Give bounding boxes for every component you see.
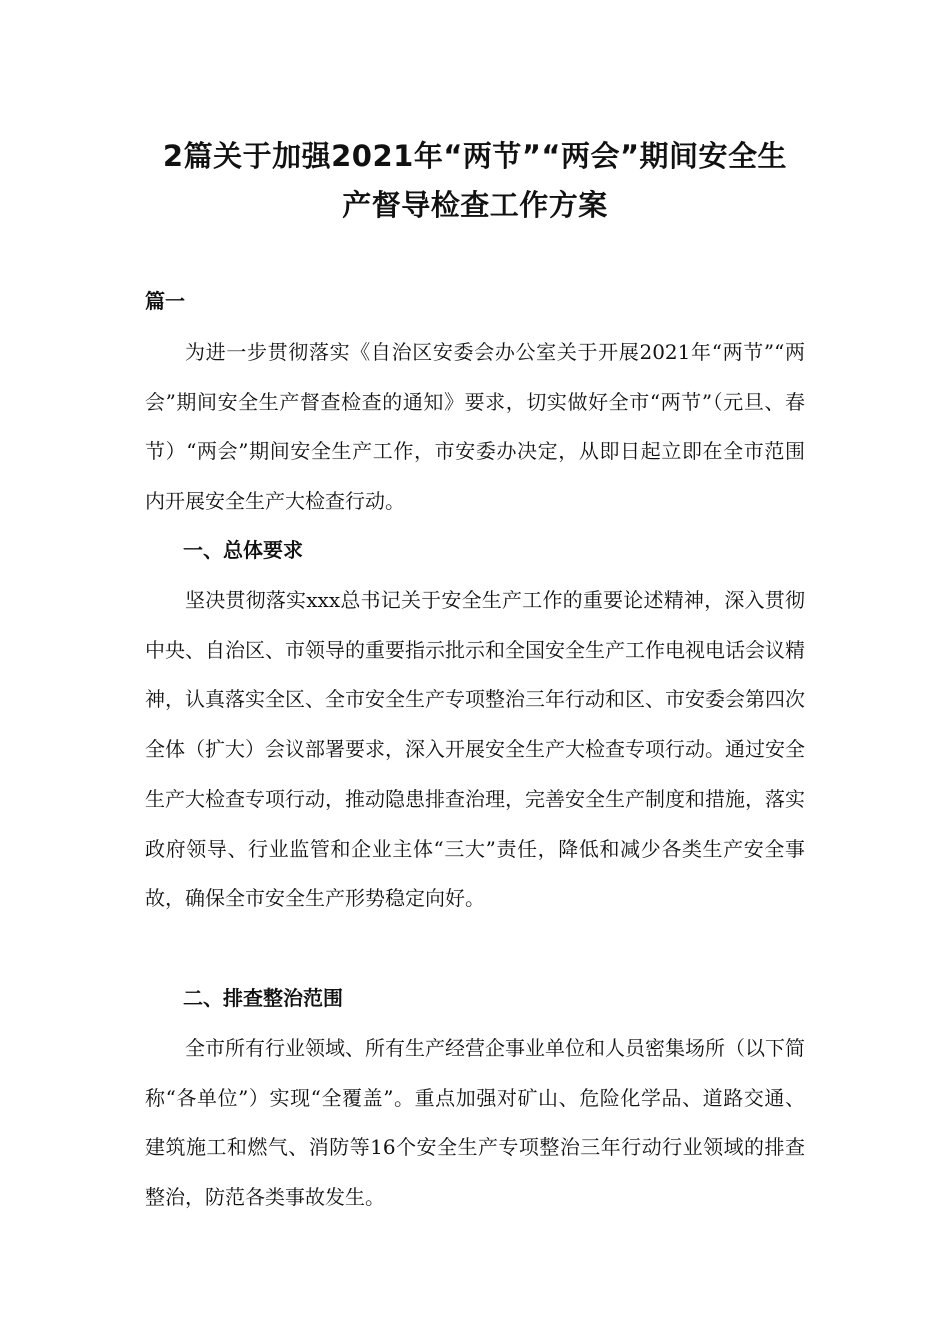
document-title-line-2: 产督导检查工作方案 bbox=[342, 188, 608, 222]
heading-general-requirements: 一、总体要求 bbox=[183, 538, 303, 562]
document-title-line-1: 2篇关于加强2021年“两节”“两会”期间安全生 bbox=[162, 139, 788, 173]
general-requirements-paragraph: 坚决贯彻落实xxx总书记关于安全生产工作的重要论述精神，深入贯彻中央、自治区、市领导的重要指示批示和全国安全生产工作电视电话会议精神，认真落实全区、全市安全生产专项整治三年行动和区、市安委会第四次全体（扩大）会议部署要求，深入开展安全生产大检查专项行动。通过安全生产大检查专项行动，推动隐患排查治理，完善安全生产制度和措施，落实政府领导、行业监管和企业主体“三大”责任，降低和减少各类生产安全事故，确保全市安全生产形势稳定向好。 bbox=[145, 588, 805, 911]
intro-paragraph: 为进一步贯彻落实《自治区安委会办公室关于开展2021年“两节”“两会”期间安全生产督查检查的通知》要求，切实做好全市“两节”（元旦、春节）“两会”期间安全生产工作，市安委办决定，从即日起立即在全市范围内开展安全生产大检查行动。 bbox=[145, 340, 805, 514]
section-label: 篇一 bbox=[145, 289, 185, 313]
inspection-scope-paragraph: 全市所有行业领域、所有生产经营企事业单位和人员密集场所（以下简称“各单位”）实现“全覆盖”。重点加强对矿山、危险化学品、道路交通、建筑施工和燃气、消防等16个安全生产专项整治三年行动行业领域的排查整治，防范各类事故发生。 bbox=[145, 1036, 805, 1210]
heading-inspection-scope: 二、排查整治范围 bbox=[183, 986, 343, 1010]
